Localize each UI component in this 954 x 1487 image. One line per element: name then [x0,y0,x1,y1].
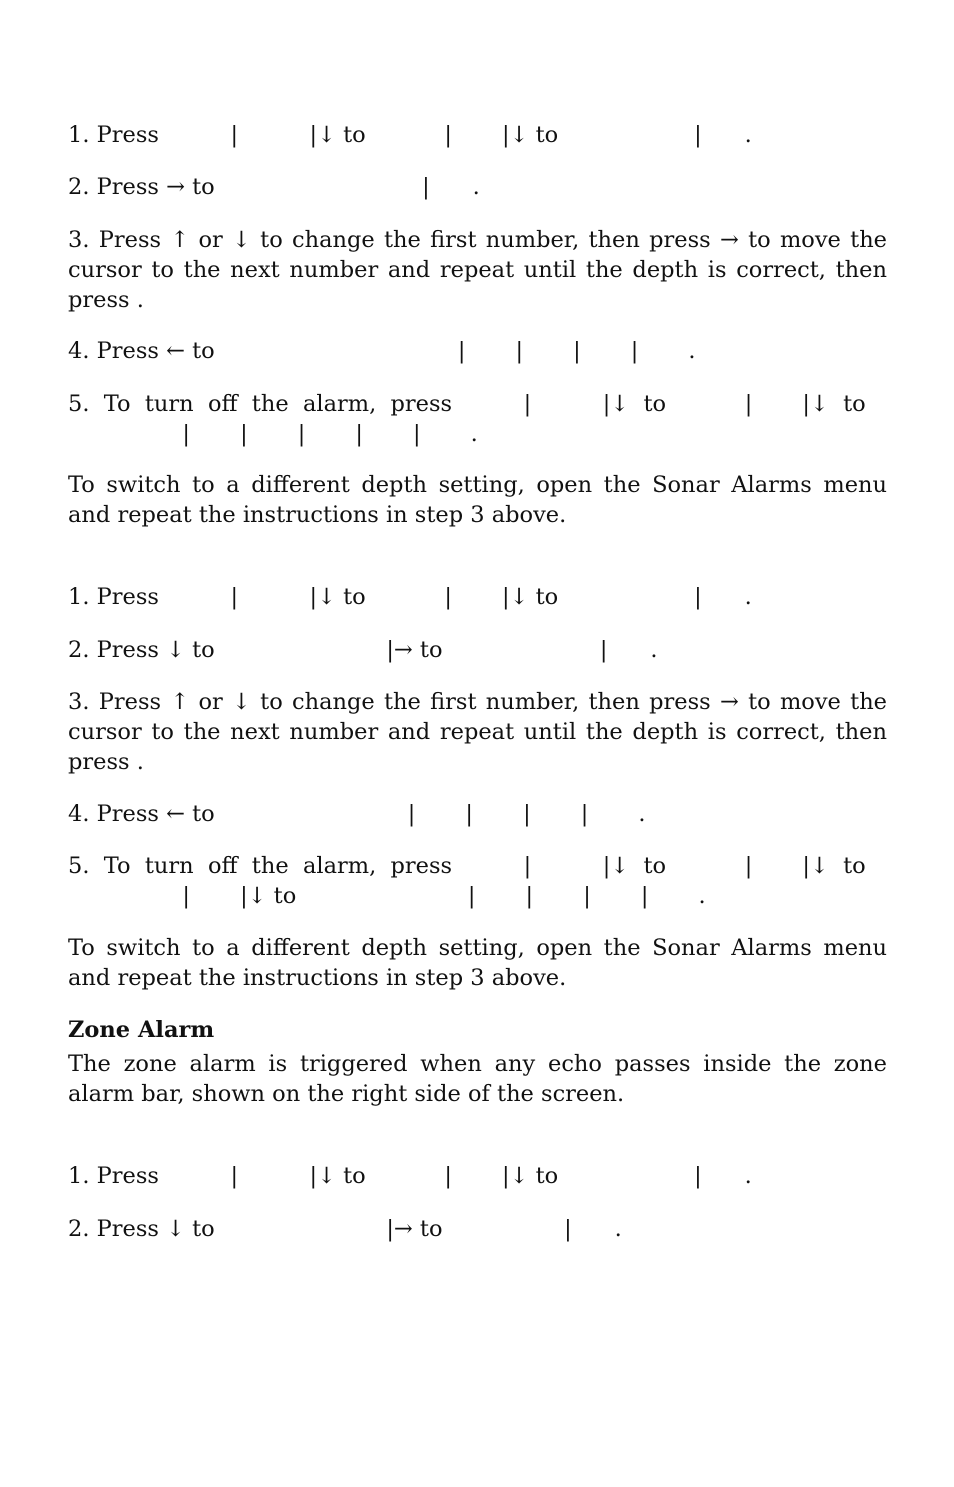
zone-alarm-description: The zone alarm is triggered when any echo passes inside the zone alarm bar, shown on the right side of the screen. [68,1051,887,1107]
s2-step-1: 1. Press | |↓ to | |↓ to | . [68,584,752,610]
s1-step-4: 4. Press ← to | | | | . [68,338,696,364]
s1-step-3: 3. Press ↑ or ↓ to change the first number, then press → to move the cursor to the next number and repeat until the depth is correct, then press . [68,227,887,313]
zone-step-2: 2. Press ↓ to |→ to | . [68,1216,622,1242]
s2-step-4: 4. Press ← to | | | | . [68,801,646,827]
s1-step-2: 2. Press → to | . [68,174,480,200]
s1-step-5-line-2: | | | | | . [68,421,478,447]
s1-note: To switch to a different depth setting, open the Sonar Alarms menu and repeat the instructions in step 3 above. [68,472,887,528]
s2-step-2: 2. Press ↓ to |→ to | . [68,637,658,663]
s2-step-5-line-2: | |↓ to | | | | . [68,883,706,909]
s1-step-1: 1. Press | |↓ to | |↓ to | . [68,122,752,148]
s2-step-3: 3. Press ↑ or ↓ to change the first number, then press → to move the cursor to the next number and repeat until the depth is correct, then press . [68,689,887,775]
s1-step-5-line-1: 5. To turn off the alarm, press | |↓ to | |↓ to [68,391,866,417]
s2-step-5-line-1: 5. To turn off the alarm, press | |↓ to | |↓ to [68,853,866,879]
zone-step-1: 1. Press | |↓ to | |↓ to | . [68,1163,752,1189]
s2-note: To switch to a different depth setting, open the Sonar Alarms menu and repeat the instructions in step 3 above. [68,935,887,991]
zone-alarm-heading: Zone Alarm [68,1017,215,1043]
